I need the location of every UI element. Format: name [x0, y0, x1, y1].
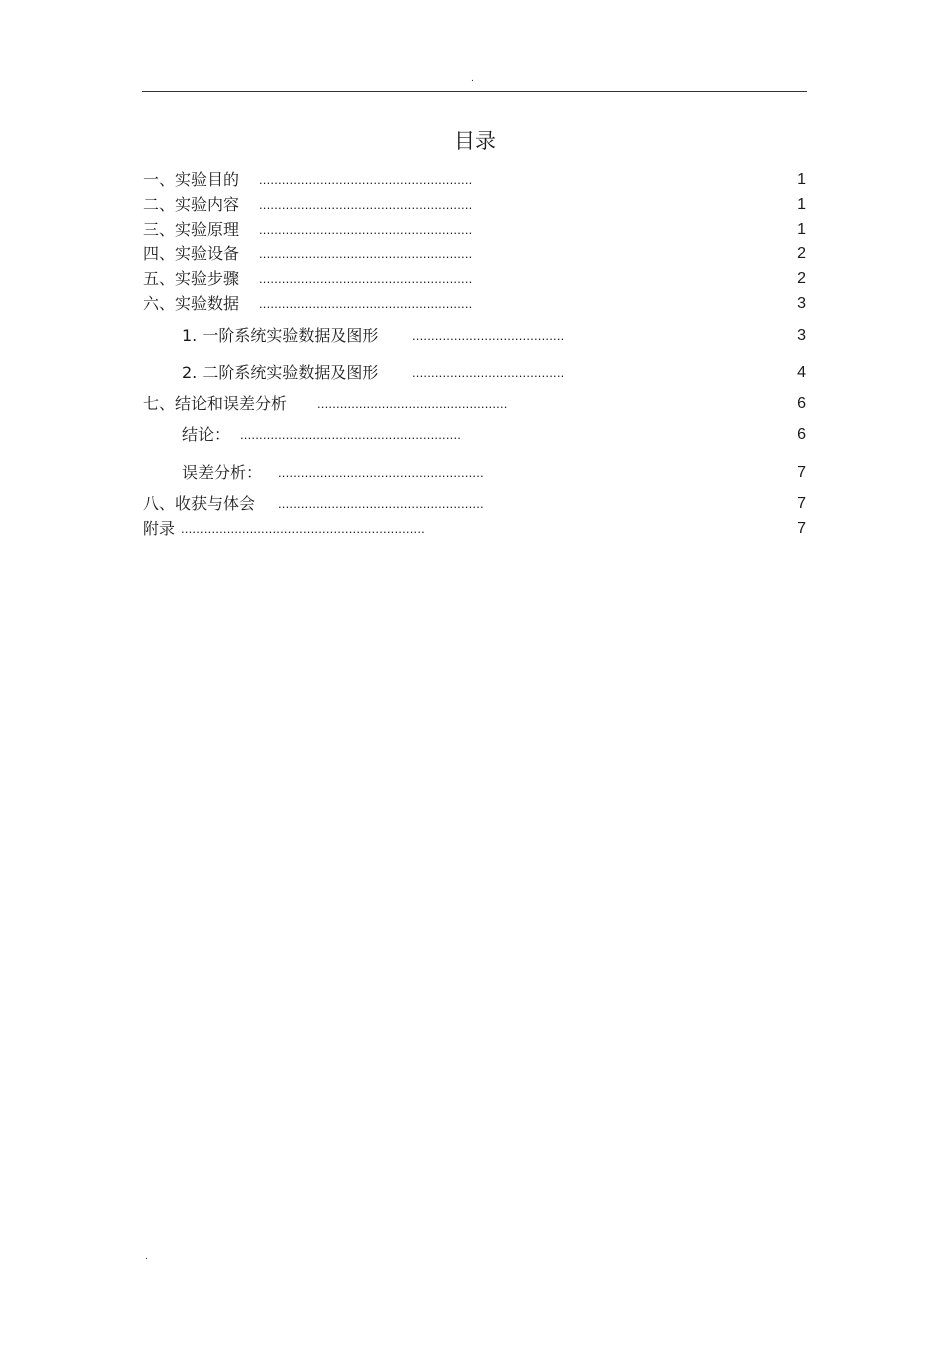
toc-entry-label: 附录	[143, 519, 176, 538]
toc-subentry[interactable]	[182, 362, 806, 384]
toc-subentry[interactable]	[182, 325, 806, 347]
toc-leader-dots: ..........................................................	[240, 427, 462, 442]
toc-leader-dots: ..................................................	[317, 396, 508, 411]
toc-entry-label: 2. 二阶系统实验数据及图形	[182, 363, 379, 382]
toc-entry-label: 五、实验步骤	[143, 269, 240, 288]
toc-entry[interactable]	[143, 268, 806, 290]
toc-leader-dots: ......................................................	[278, 465, 484, 480]
toc-page-number: 1	[797, 221, 806, 238]
toc-entry-label: 一、实验目的	[143, 170, 240, 189]
toc-title: 目录	[454, 129, 496, 153]
toc-page-number: 2	[797, 270, 806, 287]
toc-leader-dots: ........................................................	[259, 222, 473, 237]
toc-entry-label: 六、实验数据	[143, 294, 240, 313]
toc-entry-label: 七、结论和误差分析	[143, 394, 288, 413]
toc-entry[interactable]	[143, 293, 806, 315]
toc-leader-dots: ................................................................	[181, 521, 425, 536]
toc-entry-label: 八、收获与体会	[143, 494, 256, 513]
toc-page-number: 6	[797, 426, 806, 443]
toc-entry-label: 二、实验内容	[143, 195, 240, 214]
toc-leader-dots: ........................................................	[259, 271, 473, 286]
toc-leader-dots: ........................................	[412, 365, 565, 380]
header-mark: .	[471, 74, 474, 84]
toc-entry-label: 结论：	[182, 425, 231, 444]
toc-entry[interactable]	[143, 243, 806, 265]
toc-page-number: 4	[797, 364, 806, 381]
toc-leader-dots: ........................................................	[259, 296, 473, 311]
toc-leader-dots: ........................................................	[259, 197, 473, 212]
toc-page-number: 2	[797, 245, 806, 262]
toc-page-number: 6	[797, 395, 806, 412]
toc-page-number: 1	[797, 171, 806, 188]
toc-entry[interactable]	[143, 219, 806, 241]
toc-page-number: 7	[797, 464, 806, 481]
toc-entry-label: 三、实验原理	[143, 220, 240, 239]
toc-page-number: 3	[797, 295, 806, 312]
toc-page-number: 7	[797, 520, 806, 537]
header-rule	[142, 91, 807, 92]
toc-page-number: 7	[797, 495, 806, 512]
toc-entry[interactable]	[143, 518, 806, 540]
toc-entry-label: 1. 一阶系统实验数据及图形	[182, 326, 379, 345]
toc-subentry[interactable]	[182, 424, 806, 446]
toc-leader-dots: ........................................................	[259, 246, 473, 261]
toc-entry[interactable]	[143, 169, 806, 191]
toc-entry[interactable]	[143, 393, 806, 415]
toc-leader-dots: ......................................................	[278, 496, 484, 511]
toc-subentry[interactable]	[182, 462, 806, 484]
toc-page-number: 3	[797, 327, 806, 344]
toc-page-number: 1	[797, 196, 806, 213]
toc-leader-dots: ........................................................	[259, 172, 473, 187]
toc-entry[interactable]	[143, 493, 806, 515]
toc-entry[interactable]	[143, 194, 806, 216]
toc-leader-dots: ........................................	[412, 328, 565, 343]
toc-entry-label: 四、实验设备	[143, 244, 240, 263]
footer-mark: .	[145, 1252, 148, 1262]
toc-entry-label: 误差分析：	[182, 463, 263, 482]
